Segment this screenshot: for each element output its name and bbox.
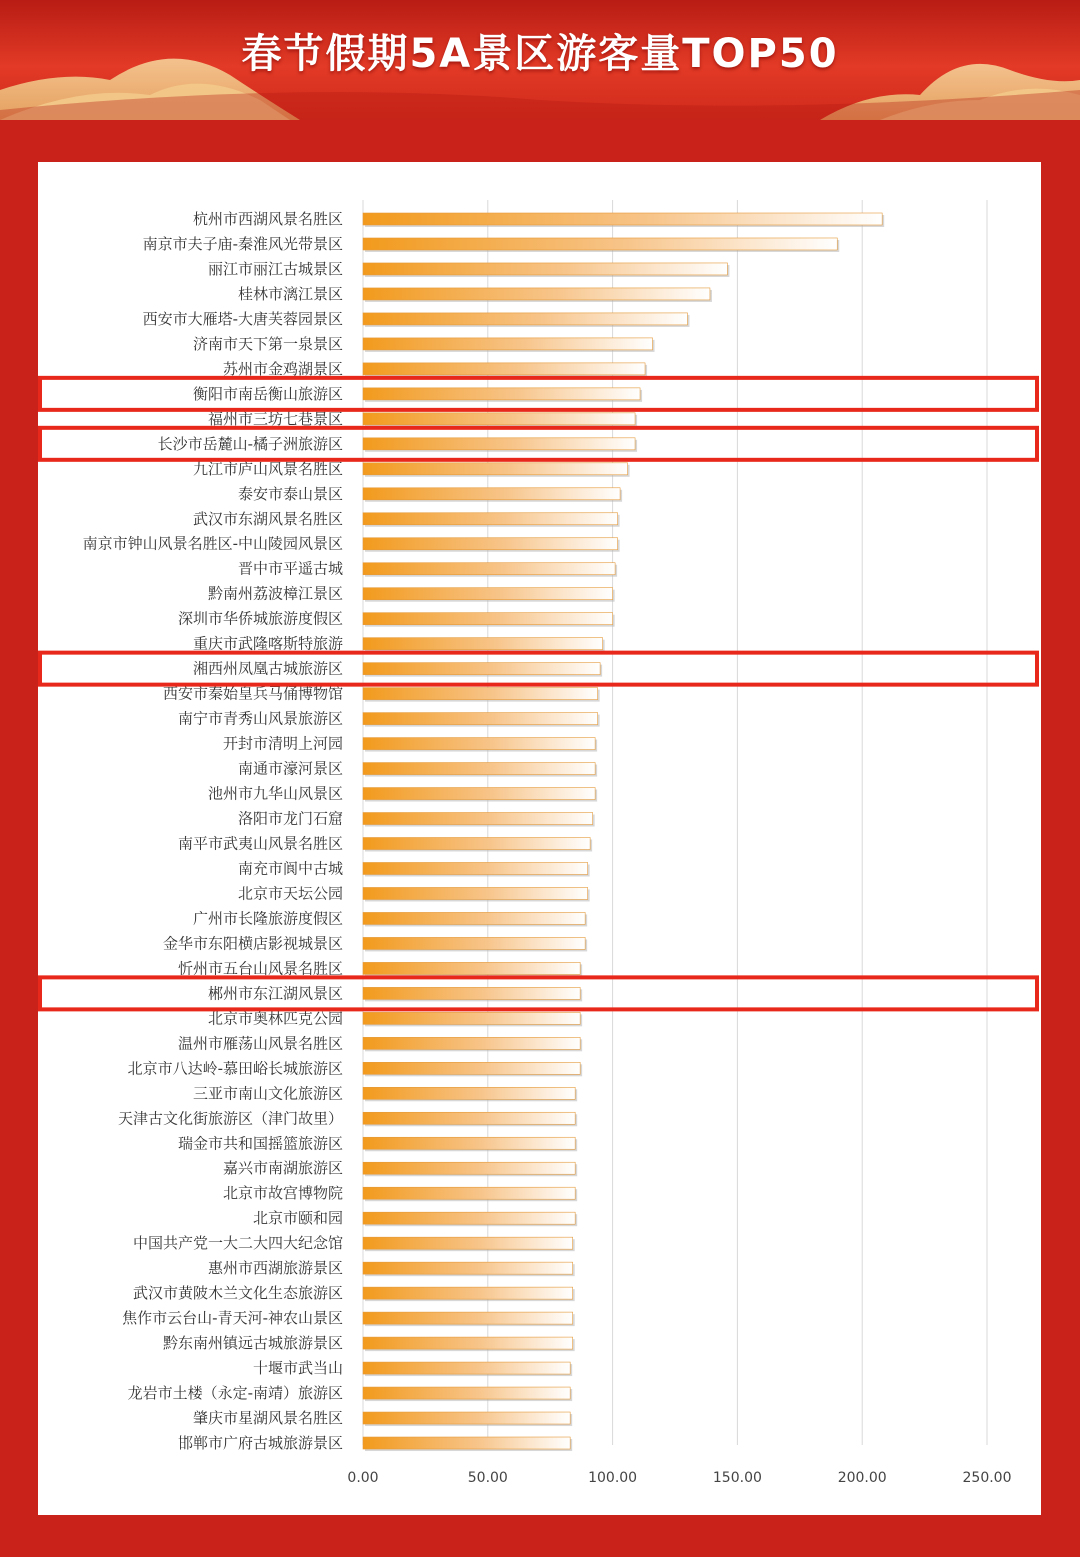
category-label: 武汉市东湖风景名胜区: [192, 509, 343, 528]
category-label: 武汉市黄陂木兰文化生态旅游区: [132, 1284, 343, 1303]
bar: [363, 813, 593, 825]
category-label: 济南市天下第一泉景区: [192, 334, 343, 353]
bar: [363, 688, 598, 700]
bar: [363, 1312, 573, 1324]
category-label: 南平市武夷山风景名胜区: [177, 834, 343, 853]
category-label: 西安市秦始皇兵马俑博物馆: [162, 684, 343, 703]
bar: [363, 862, 588, 874]
bar: [363, 438, 635, 450]
category-label: 南京市钟山风景名胜区-中山陵园风景区: [82, 534, 343, 553]
category-label: 天津古文化街旅游区（津门故里）: [117, 1109, 343, 1128]
bar: [363, 1187, 575, 1199]
bar: [363, 738, 595, 750]
x-tick-label: 250.00: [962, 1470, 1012, 1486]
category-label: 九江市庐山风景名胜区: [192, 459, 343, 478]
category-label: 桂林市漓江景区: [237, 284, 343, 303]
category-label: 南充市阆中古城: [237, 859, 343, 878]
bar: [363, 538, 618, 550]
bar: [363, 588, 613, 600]
bar: [363, 1062, 580, 1074]
bar: [363, 1262, 573, 1274]
category-label: 杭州市西湖风景名胜区: [192, 210, 343, 228]
header-banner: [0, 0, 1080, 120]
bar: [363, 288, 710, 300]
bar: [363, 513, 618, 525]
bar: [363, 613, 613, 625]
category-label: 三亚市南山文化旅游区: [192, 1084, 343, 1103]
bar: [363, 1362, 570, 1374]
bar: [363, 1012, 580, 1024]
category-label: 南通市濠河景区: [237, 759, 343, 778]
category-label: 长沙市岳麓山-橘子洲旅游区: [157, 434, 343, 453]
category-label: 池州市九华山风景区: [207, 784, 343, 803]
chart-panel: [38, 162, 1041, 1515]
bar-chart: [38, 162, 1041, 1515]
category-label: 泰安市泰山景区: [237, 484, 343, 503]
category-label: 南京市夫子庙-秦淮风光带景区: [142, 234, 343, 253]
category-label: 北京市颐和园: [252, 1209, 343, 1228]
x-tick-label: 150.00: [712, 1470, 762, 1486]
bar: [363, 1337, 573, 1349]
category-label: 北京市天坛公园: [237, 884, 343, 903]
category-label: 温州市雁荡山风景名胜区: [177, 1034, 343, 1053]
category-label: 龙岩市土楼（永定-南靖）旅游区: [127, 1384, 343, 1403]
bar: [363, 713, 598, 725]
page-title: 春节假期5A景区游客量TOP50: [241, 31, 839, 77]
category-label: 深圳市华侨城旅游度假区: [177, 609, 343, 628]
bar: [363, 1212, 575, 1224]
category-label: 重庆市武隆喀斯特旅游: [192, 634, 343, 653]
bar: [363, 937, 585, 949]
bar: [363, 363, 645, 375]
bar: [363, 1037, 580, 1049]
bar: [363, 1237, 573, 1249]
bar: [363, 413, 635, 425]
bar: [363, 313, 687, 325]
x-tick-label: 0.00: [347, 1470, 379, 1486]
bar: [363, 1137, 575, 1149]
category-label: 衡阳市南岳衡山旅游区: [192, 384, 343, 403]
bar: [363, 263, 727, 275]
category-label: 丽江市丽江古城景区: [207, 259, 343, 278]
category-label: 邯郸市广府古城旅游景区: [177, 1434, 343, 1453]
category-label: 嘉兴市南湖旅游区: [222, 1159, 343, 1178]
bar: [363, 213, 882, 225]
category-label: 广州市长隆旅游度假区: [192, 909, 343, 928]
category-label: 焦作市云台山-青天河-神农山景区: [122, 1309, 343, 1328]
bar: [363, 987, 580, 999]
category-label: 十堰市武当山: [252, 1359, 343, 1378]
category-label: 开封市清明上河园: [222, 734, 343, 753]
bar: [363, 1387, 570, 1399]
category-label: 黔南州荔波樟江景区: [207, 584, 343, 603]
category-label: 中国共产党一大二大四大纪念馆: [132, 1234, 343, 1253]
bar: [363, 887, 588, 899]
bar: [363, 488, 620, 500]
bar: [363, 1412, 570, 1424]
bar: [363, 663, 600, 675]
bar: [363, 763, 595, 775]
category-label: 金华市东阳横店影视城景区: [162, 934, 343, 953]
bar: [363, 238, 837, 250]
bar: [363, 1162, 575, 1174]
category-label: 郴州市东江湖风景区: [207, 984, 343, 1003]
category-label: 北京市八达岭-慕田峪长城旅游区: [127, 1059, 343, 1078]
x-tick-label: 100.00: [588, 1470, 638, 1486]
category-label: 肇庆市星湖风景名胜区: [192, 1409, 343, 1428]
bar: [363, 962, 580, 974]
bar: [363, 838, 590, 850]
bar: [363, 1112, 575, 1124]
category-label: 福州市三坊七巷景区: [207, 409, 343, 428]
category-label: 黔东南州镇远古城旅游景区: [162, 1334, 343, 1353]
bar: [363, 912, 585, 924]
category-label: 湘西州凤凰古城旅游区: [192, 659, 343, 678]
bar: [363, 463, 628, 475]
category-label: 瑞金市共和国摇篮旅游区: [177, 1134, 343, 1153]
category-label: 忻州市五台山风景名胜区: [177, 959, 343, 978]
bar: [363, 388, 640, 400]
bar: [363, 563, 615, 575]
category-label: 南宁市青秀山风景旅游区: [177, 709, 343, 728]
x-tick-label: 200.00: [837, 1470, 887, 1486]
category-label: 洛阳市龙门石窟: [237, 809, 343, 828]
category-label: 苏州市金鸡湖景区: [222, 359, 343, 378]
category-label: 西安市大雁塔-大唐芙蓉园景区: [142, 309, 343, 328]
category-label: 北京市奥林匹克公园: [207, 1009, 343, 1028]
bar: [363, 1087, 575, 1099]
category-label: 北京市故宫博物院: [222, 1184, 343, 1203]
category-label: 晋中市平遥古城: [237, 559, 343, 578]
bar: [363, 1437, 570, 1449]
bar: [363, 638, 603, 650]
bar: [363, 338, 653, 350]
x-tick-label: 50.00: [467, 1470, 508, 1486]
bar: [363, 788, 595, 800]
category-label: 惠州市西湖旅游景区: [207, 1259, 343, 1278]
bar: [363, 1287, 573, 1299]
